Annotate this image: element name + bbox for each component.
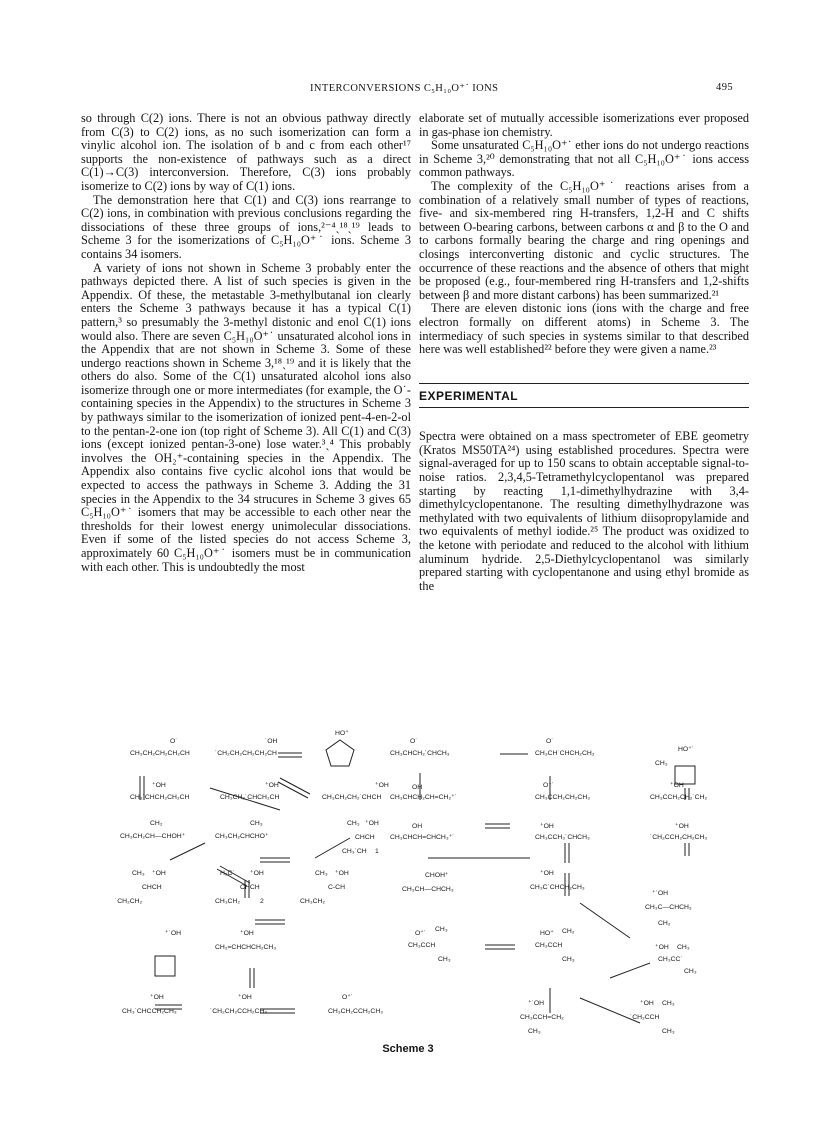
scheme-fragment: ⁺OH	[250, 870, 264, 877]
scheme-fragment: CH₃CH—CHCH₃	[402, 886, 454, 893]
scheme-fragment: O⁺˙	[342, 994, 354, 1001]
scheme-fragment: ⁺OH	[238, 994, 252, 1001]
scheme-fragment: ⁺˙OH	[652, 890, 669, 897]
scheme-fragment: CH₃CH₂CH₂CH₂CH	[130, 750, 190, 757]
scheme-fragment: CH₃˙CHCCH₂CH₃	[122, 1008, 177, 1015]
scheme-fragment: CH₃CH₂˙CHCH₂CH	[220, 794, 280, 801]
scheme-fragment: 1	[375, 848, 379, 855]
scheme-fragment: O˙	[410, 738, 418, 745]
scheme-fragment: ˙CH₂CH₂CH₂CH₂CH	[215, 750, 277, 757]
scheme-fragment: CHCH	[142, 884, 162, 891]
scheme-fragment: CH₃CHCH₂˙CHCH₃	[390, 750, 450, 757]
paragraph: A variety of ions not shown in Scheme 3 probably enter the pathways depicted there. A list of such species is given in the Appendix. Of these, the metastable 3-methylbutanal ion clearly enters the Scheme 3 pathways because it has a typical C(1) pattern,³ so presumably the 3-methyl distonic and enol C(1) ions would also. There are seven C₅H₁₀O⁺˙ unsaturated alcohol ions in the Appendix that are not shown in Scheme 3. Some of these undergo reactions shown in Scheme 3,¹⁸ˏ¹⁹ and it is likely that the others do also. Some of the C(1) unsaturated alcohol ions also isomerize through one or more intermediates (for example, the O˙-containing species in the Appendix) to the structures in Scheme 3 by pathways similar to the isomerization of ionized pent-4-en-2-ol to the pentan-2-one ion (top right of Scheme 3). All C(1) and C(3) ions (except ionized pentan-3-one) lose water.³ˏ⁴ This probably involves the OH₂⁺-containing species in the Appendix. The Appendix also contains five cyclic alcohol ions that would be expected to access the pathways in Scheme 3. Adding the 31 species in the Appendix to the 34 strucures in Scheme 3 gives 65 C₅H₁₀O⁺˙ isomers that may be accessible to each other near the thresholds for their lowest energy unimolecular dissociations. Even if some of the listed species do not access Scheme 3, approximately 60 C₅H₁₀O⁺˙ isomers must be in communication with each other. This is undoubtedly the most	[81, 260, 411, 574]
scheme-fragment: ⁺OH	[265, 782, 279, 789]
scheme-fragment: O˙	[546, 738, 554, 745]
paragraph: elaborate set of mutually accessible isomerizations ever proposed in gas-phase ion chemistry.	[419, 111, 749, 139]
scheme-fragment: CH₃	[250, 820, 263, 827]
scheme-fragment: CHCH	[355, 834, 375, 841]
scheme-fragment: CH₃CH₂	[215, 898, 241, 905]
scheme-fragment: CH₃CH₂CCH₂CH₃	[328, 1008, 383, 1015]
scheme-fragment: O⁺˙	[415, 930, 427, 937]
scheme-fragment: ˙CH₂CCH	[630, 1014, 660, 1021]
scheme-fragment: CH₃CH˙CHCH₂CH₃	[535, 750, 595, 757]
paragraph: The complexity of the C₅H₁₀O⁺˙ reactions arises from a combination of a relatively small number of types of reactions, five- and six-membered ring H-transfers, 1,2-H and C shifts between O-bearing carbons, between carbons α and β to the O and to carbons formally bearing the charge and ring openings and closings interconverting distonic and cyclic structures. The occurrence of these reactions and the absence of others that might be proposed (e.g., four-membered ring H-transfers and 1,2-shifts between β and more distant carbons) has been summarized.²¹	[419, 178, 749, 302]
scheme-fragment: CH₃CH₂	[300, 898, 326, 905]
scheme-fragment: ⁺˙OH	[165, 930, 182, 937]
scheme-fragment: CH₃CH₂CH₂˙CHCH	[322, 794, 382, 801]
scheme-fragment: CHOH⁺	[425, 872, 449, 879]
scheme-fragment: CH₃CH₂CH—CHOH⁺	[120, 833, 186, 840]
scheme-fragment: ˙CH₂CCH₂CH₂CH₃	[650, 834, 708, 841]
scheme-fragment: ˙CH₂CH₂	[115, 898, 143, 905]
scheme-fragment: ⁺OH	[540, 870, 554, 877]
running-title: INTERCONVERSIONS C₅H₁₀O⁺˙ IONS	[310, 83, 499, 94]
scheme-fragment: 2	[260, 898, 264, 905]
running-head	[0, 82, 816, 100]
scheme-fragment: CH₃CCH=CH₂	[520, 1014, 564, 1021]
scheme-fragment: ⁺OH	[655, 944, 669, 951]
section-heading: EXPERIMENTAL	[419, 390, 749, 409]
scheme-fragment: CH₃CC˙	[658, 956, 683, 963]
scheme-fragment: C-CH	[328, 884, 345, 891]
scheme-fragment: HO⁺	[540, 930, 554, 937]
paragraph: The demonstration here that C(1) and C(3) ions rearrange to C(2) ions, in combination with previous conclusions regarding the dissociations of these three groups of ions,²⁻⁴ˏ¹⁸ˏ¹⁹ leads to Scheme 3 for the isomerizations of C₅H₁₀O⁺˙ ions. Scheme 3 contains 34 isomers.	[81, 192, 411, 261]
scheme-fragment: CH₃	[655, 760, 668, 767]
scheme-fragment: HO⁺˙	[678, 746, 695, 753]
paragraph: Some unsaturated C₅H₁₀O⁺˙ ether ions do not undergo reactions in Scheme 3,²⁰ demonstrating that not all C₅H₁₀O⁺˙ ions access common pathways.	[419, 138, 749, 180]
scheme-fragment: CH₃˙CH	[342, 848, 367, 855]
scheme-fragment: CH₃	[435, 926, 448, 933]
scheme-fragment: ⁺˙OH	[528, 1000, 545, 1007]
scheme-fragment: CH₃	[662, 1000, 675, 1007]
right-column	[419, 112, 749, 593]
paragraph: There are eleven distonic ions (ions with the charge and free electron formally on different atoms) in Scheme 3. The intermediacy of such species in systems similar to that described here was well established²² before they were given a name.²³	[419, 301, 749, 357]
reaction-scheme	[110, 730, 750, 1038]
left-column	[81, 112, 411, 574]
scheme-caption: Scheme 3	[382, 1043, 434, 1055]
scheme-fragment: ⁺OH	[670, 782, 684, 789]
scheme-fragment: CH₃C˙CHCH₂CH₃	[530, 884, 585, 891]
scheme-fragment: CH₃CH₂CHCHO⁺	[215, 833, 269, 840]
scheme-fragment: CH₃	[677, 944, 690, 951]
scheme-fragment: CH₃CHCH=CHCH₃⁺˙	[390, 834, 455, 841]
scheme-fragment: CH₃	[562, 956, 575, 963]
paragraph: so through C(2) ions. There is not an obvious pathway directly from C(3) to C(2) ions, as no such isomerization can form a vinylic alcohol ion. The isolation of b and c from each other¹⁷ supports the non-existence of pathways such as a direct C(1)→C(3) interconversion. Therefore, C(3) ions probably isomerize to C(2) ions by way of C(1) ions.	[81, 111, 411, 193]
scheme-fragment: CH₃CHCH₂CH=CH₂⁺˙	[390, 794, 457, 801]
scheme-fragment: O⁺˙	[543, 782, 555, 789]
page-number: 495	[716, 82, 733, 93]
scheme-fragment: ⁺OH	[335, 870, 349, 877]
paragraph: Spectra were obtained on a mass spectrometer of EBE geometry (Kratos MS50TA²⁴) using established procedures. Spectra were signal-averaged for up to 150 scans to obtain acceptable signal-to-noise ratios. 2,3,4,5-Tetramethylcyclopentanol was prepared starting by reacting 1,1-dimethylhydrazine with 3,4-dimethylcyclopentanone. The resulting dimethylhydrazone was methylated with two equivalents of lithium diisopropylamide and two equivalents of methyl iodide.²⁵ The product was oxidized to the ketone with periodate and reduced to the alcohol with lithium aluminum hydride. 2,5-Diethylcyclopentanol was similarly prepared starting with cyclopentanone and using ethyl bromide as the	[419, 429, 749, 593]
scheme-fragment: ⁺OH	[240, 930, 254, 937]
scheme-fragment: CH₃CCH₃˙CHCH₃	[535, 834, 590, 841]
scheme-fragment: CH₃	[528, 1028, 541, 1035]
scheme-fragment: CH₃CCH₂CH₂CH₃	[535, 794, 590, 801]
scheme-fragment: CH₃	[132, 870, 145, 877]
scheme-fragment: ⁺OH	[540, 823, 554, 830]
scheme-fragment: ⁺OH	[375, 782, 389, 789]
scheme-fragment: ˙OH	[265, 738, 278, 745]
scheme-fragment: ˙CH₂CH₂CCH₂CH₃	[210, 1008, 268, 1015]
scheme-fragment: CH₃	[438, 956, 451, 963]
scheme-fragment: CH₃	[347, 820, 360, 827]
scheme-fragment: CH₃	[315, 870, 328, 877]
scheme-fragment: CH₃	[662, 1028, 675, 1035]
scheme-fragment: HO⁺	[335, 730, 349, 737]
scheme-fragment: CHCH	[240, 884, 260, 891]
scheme-fragment: CH₃C—CHCH₃	[645, 904, 692, 911]
scheme-fragment: CH₃CCH	[408, 942, 436, 949]
scheme-fragment: ⁺OH	[152, 782, 166, 789]
scheme-fragment: CH₃CCH₂CH₂˙CH₂	[650, 794, 708, 801]
scheme-fragment: CH₃CCH	[535, 942, 563, 949]
scheme-fragment: ⁺OH	[150, 994, 164, 1001]
scheme-fragment: ⁺OH	[640, 1000, 654, 1007]
scheme-fragment: ⁺OH	[675, 823, 689, 830]
scheme-fragment: H₂C˙	[220, 870, 235, 877]
scheme-fragment: ⁺OH	[152, 870, 166, 877]
scheme-fragment: CH₃˙CHCH₂CH₂CH	[130, 794, 190, 801]
scheme-fragment: CH₃	[684, 968, 697, 975]
scheme-fragment: OH	[412, 784, 423, 791]
scheme-fragment: ⁺OH	[365, 820, 379, 827]
section-rule	[419, 383, 749, 384]
scheme-fragment: CH₂=CHCHCH₂CH₃	[215, 944, 277, 951]
scheme-fragment: O˙	[170, 738, 178, 745]
scheme-fragment: CH₂	[562, 928, 575, 935]
scheme-fragment: CH₂	[658, 920, 671, 927]
scheme-fragment: CH₂	[150, 820, 163, 827]
scheme-fragment: OH	[412, 823, 423, 830]
